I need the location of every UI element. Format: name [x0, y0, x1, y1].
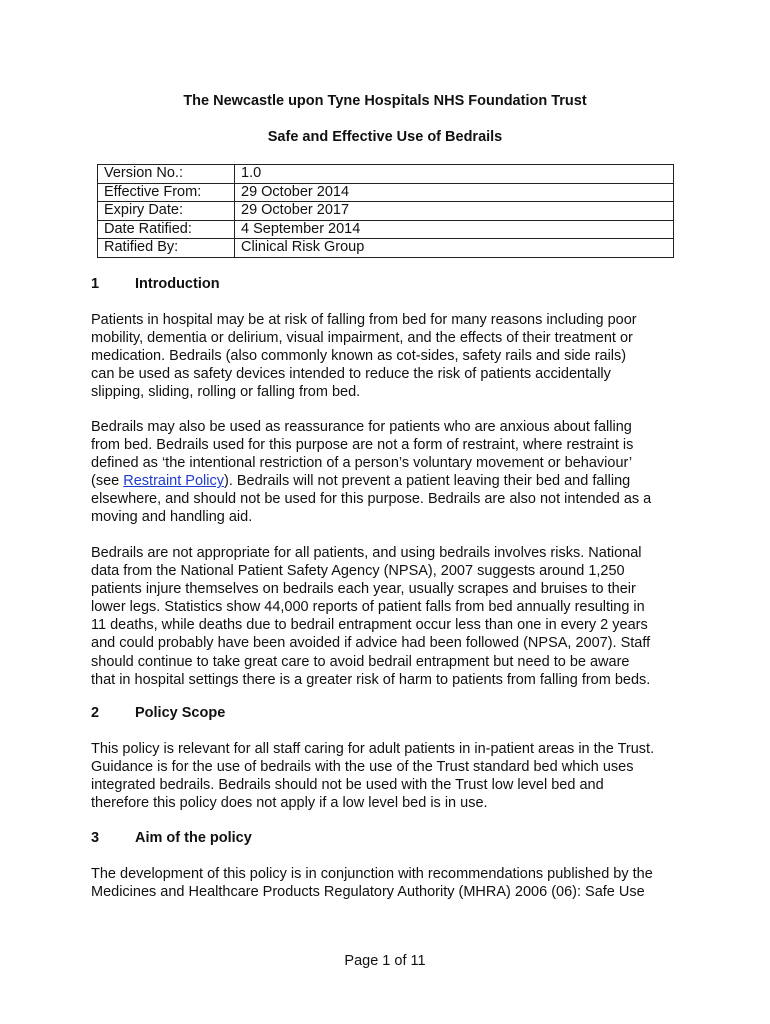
paragraph-intro-1 — [91, 311, 683, 401]
text-line: Patients in hospital may be at risk of falling from bed for many reasons including poor — [91, 312, 637, 328]
text-line: lower legs. Statistics show 44,000 reports of patient falls from bed annually resulting in — [91, 599, 645, 616]
section-number: 2 — [91, 705, 100, 721]
page-number: Page 1 of 11 — [344, 953, 426, 969]
document-title: Safe and Effective Use of Bedrails — [267, 129, 503, 145]
table-cell-label: Effective From: — [98, 183, 235, 202]
text-line: Bedrails may also be used as reassurance for patients who are anxious about falling — [91, 419, 632, 435]
section-heading-policy-scope — [91, 705, 225, 721]
text-line: moving and handling aid. — [91, 509, 253, 526]
text-line: should continue to take great care to avoid bedrail entrapment but need to be aware — [91, 653, 630, 670]
text-line: Guidance is for the use of bedrails with the use of the Trust standard bed which uses — [91, 759, 634, 776]
table-cell-label: Version No.: — [98, 165, 235, 184]
document-control-table — [97, 164, 674, 258]
paragraph-scope — [91, 740, 683, 812]
table-cell-value: Clinical Risk Group — [235, 239, 674, 258]
section-title: Aim of the policy — [135, 830, 252, 846]
paragraph-intro-3 — [91, 544, 683, 689]
text-line: mobility, dementia or delirium, visual impairment, and the effects of their treatment or — [91, 330, 633, 347]
text-line: therefore this policy does not apply if a low level bed is in use. — [91, 795, 488, 812]
text-fragment: ). Bedrails will not prevent a patient leaving their bed and falling — [223, 473, 631, 490]
text-fragment: (see — [91, 473, 124, 490]
table-row — [98, 202, 674, 221]
text-line: patients injure themselves on bedrails each year, usually scrapes and bruises to their — [91, 581, 636, 598]
table-row — [98, 239, 674, 258]
table-cell-label: Expiry Date: — [98, 202, 235, 221]
restraint-policy-link[interactable]: Restraint Policy — [123, 473, 224, 490]
text-line: 11 deaths, while deaths due to bedrail entrapment occur less than one in every 2 years — [91, 617, 648, 634]
section-title: Introduction — [135, 276, 220, 292]
organisation-title: The Newcastle upon Tyne Hospitals NHS Foundation Trust — [183, 93, 587, 109]
text-line: Medicines and Healthcare Products Regulatory Authority (MHRA) 2006 (06): Safe Use — [91, 884, 645, 901]
text-line: defined as ‘the intentional restriction of a person’s voluntary movement or behaviour’ — [91, 455, 633, 472]
paragraph-intro-2 — [91, 418, 683, 527]
text-line: can be used as safety devices intended to reduce the risk of patients accidentally — [91, 366, 611, 383]
text-line: The development of this policy is in conjunction with recommendations published by the — [91, 866, 653, 882]
paragraph-aim — [91, 865, 683, 901]
text-line: data from the National Patient Safety Agency (NPSA), 2007 suggests around 1,250 — [91, 563, 625, 580]
section-number: 1 — [91, 276, 100, 292]
table-row — [98, 165, 674, 184]
section-heading-introduction — [91, 276, 220, 292]
table-cell-label: Date Ratified: — [98, 220, 235, 239]
table-cell-value: 29 October 2017 — [235, 202, 674, 221]
section-title: Policy Scope — [135, 705, 226, 721]
table-cell-value: 29 October 2014 — [235, 183, 674, 202]
text-line: medication. Bedrails (also commonly known as cot-sides, safety rails and side rails) — [91, 348, 627, 365]
text-line: from bed. Bedrails used for this purpose are not a form of restraint, where restraint is — [91, 437, 634, 454]
text-line: and could probably have been avoided if advice had been followed (NPSA, 2007). Staff — [91, 635, 651, 652]
table-cell-label: Ratified By: — [98, 239, 235, 258]
text-line: slipping, sliding, rolling or falling from bed. — [91, 384, 361, 401]
section-heading-aim — [91, 830, 252, 846]
text-line: integrated bedrails. Bedrails should not be used with the Trust low level bed and — [91, 777, 604, 794]
table-cell-value: 4 September 2014 — [235, 220, 674, 239]
table-row — [98, 183, 674, 202]
text-line: This policy is relevant for all staff caring for adult patients in in-patient areas in the Trust. — [91, 741, 655, 757]
table-cell-value: 1.0 — [235, 165, 674, 184]
text-line — [91, 472, 683, 490]
text-line: Bedrails are not appropriate for all patients, and using bedrails involves risks. National — [91, 545, 642, 561]
text-line: elsewhere, and should not be used for this purpose. Bedrails are also not intended as a — [91, 491, 652, 508]
section-number: 3 — [91, 830, 100, 846]
text-line: that in hospital settings there is a greater risk of harm to patients from falling from beds. — [91, 671, 651, 688]
table-row — [98, 220, 674, 239]
